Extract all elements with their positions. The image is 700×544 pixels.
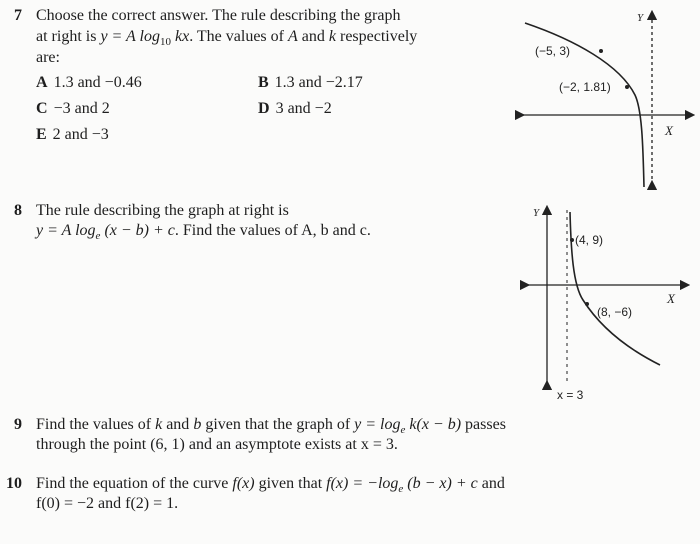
question-9-number: 9 — [14, 416, 22, 433]
graph-2-point-1-label: (4, 9) — [575, 233, 604, 247]
graph-2-x-label: X — [667, 291, 675, 306]
graph-2-point-2-label: (8, −6) — [597, 305, 633, 319]
question-9-line-2: through the point (6, 1) and an asymptote exists at x = 3. — [36, 436, 398, 453]
question-8-line-2: y = A $\log_e (x - b) + c$. Find the values of A, b and c. — [36, 222, 371, 243]
graph-1-x-label: X — [665, 123, 673, 138]
question-10-line-2: f(0) = −2 and f(2) = 1. — [36, 495, 179, 512]
graph-1-y-label: Y — [637, 12, 644, 24]
graph-1-point-2 — [625, 85, 629, 89]
question-7-line-3: are: — [36, 49, 60, 66]
graph-1-point-1-label: (−5, 3) — [535, 44, 571, 58]
graph-1 — [515, 5, 700, 195]
question-8-line-1: The rule describing the graph at right is — [36, 202, 289, 219]
option-c[interactable]: C −3 and 2 — [36, 100, 110, 117]
graph-1-point-2-label: (−2, 1.81) — [559, 80, 611, 94]
graph-1-point-1 — [599, 49, 603, 53]
question-8-number: 8 — [14, 202, 22, 219]
graph-2 — [515, 200, 700, 405]
question-10-line-1: Find the equation of the curve f(x) given that $f(x) = -\log_e$ (b − x) + c and — [36, 475, 505, 496]
option-a[interactable]: A 1.3 and −0.46 — [36, 74, 142, 91]
graph-2-point-1 — [570, 238, 574, 242]
graph-2-point-2 — [585, 302, 589, 306]
option-b[interactable]: B 1.3 and −2.17 — [258, 74, 363, 91]
question-7-number: 7 — [14, 7, 22, 24]
graph-2-asymptote-label: x = 3 — [557, 388, 584, 402]
graph-2-y-label: Y — [533, 207, 540, 219]
option-e[interactable]: E 2 and −3 — [36, 126, 109, 143]
question-10-number: 10 — [6, 475, 22, 492]
question-9-line-1: Find the values of k and b given that the graph of $y = \log_e k(x - b)$ passes — [36, 416, 506, 437]
question-7-line-1: Choose the correct answer. The rule describing the graph — [36, 7, 401, 24]
option-d[interactable]: D 3 and −2 — [258, 100, 332, 117]
question-7-line-2: at right is y = A $\log_{10}$ kx. The values of A and k respectively — [36, 28, 418, 49]
